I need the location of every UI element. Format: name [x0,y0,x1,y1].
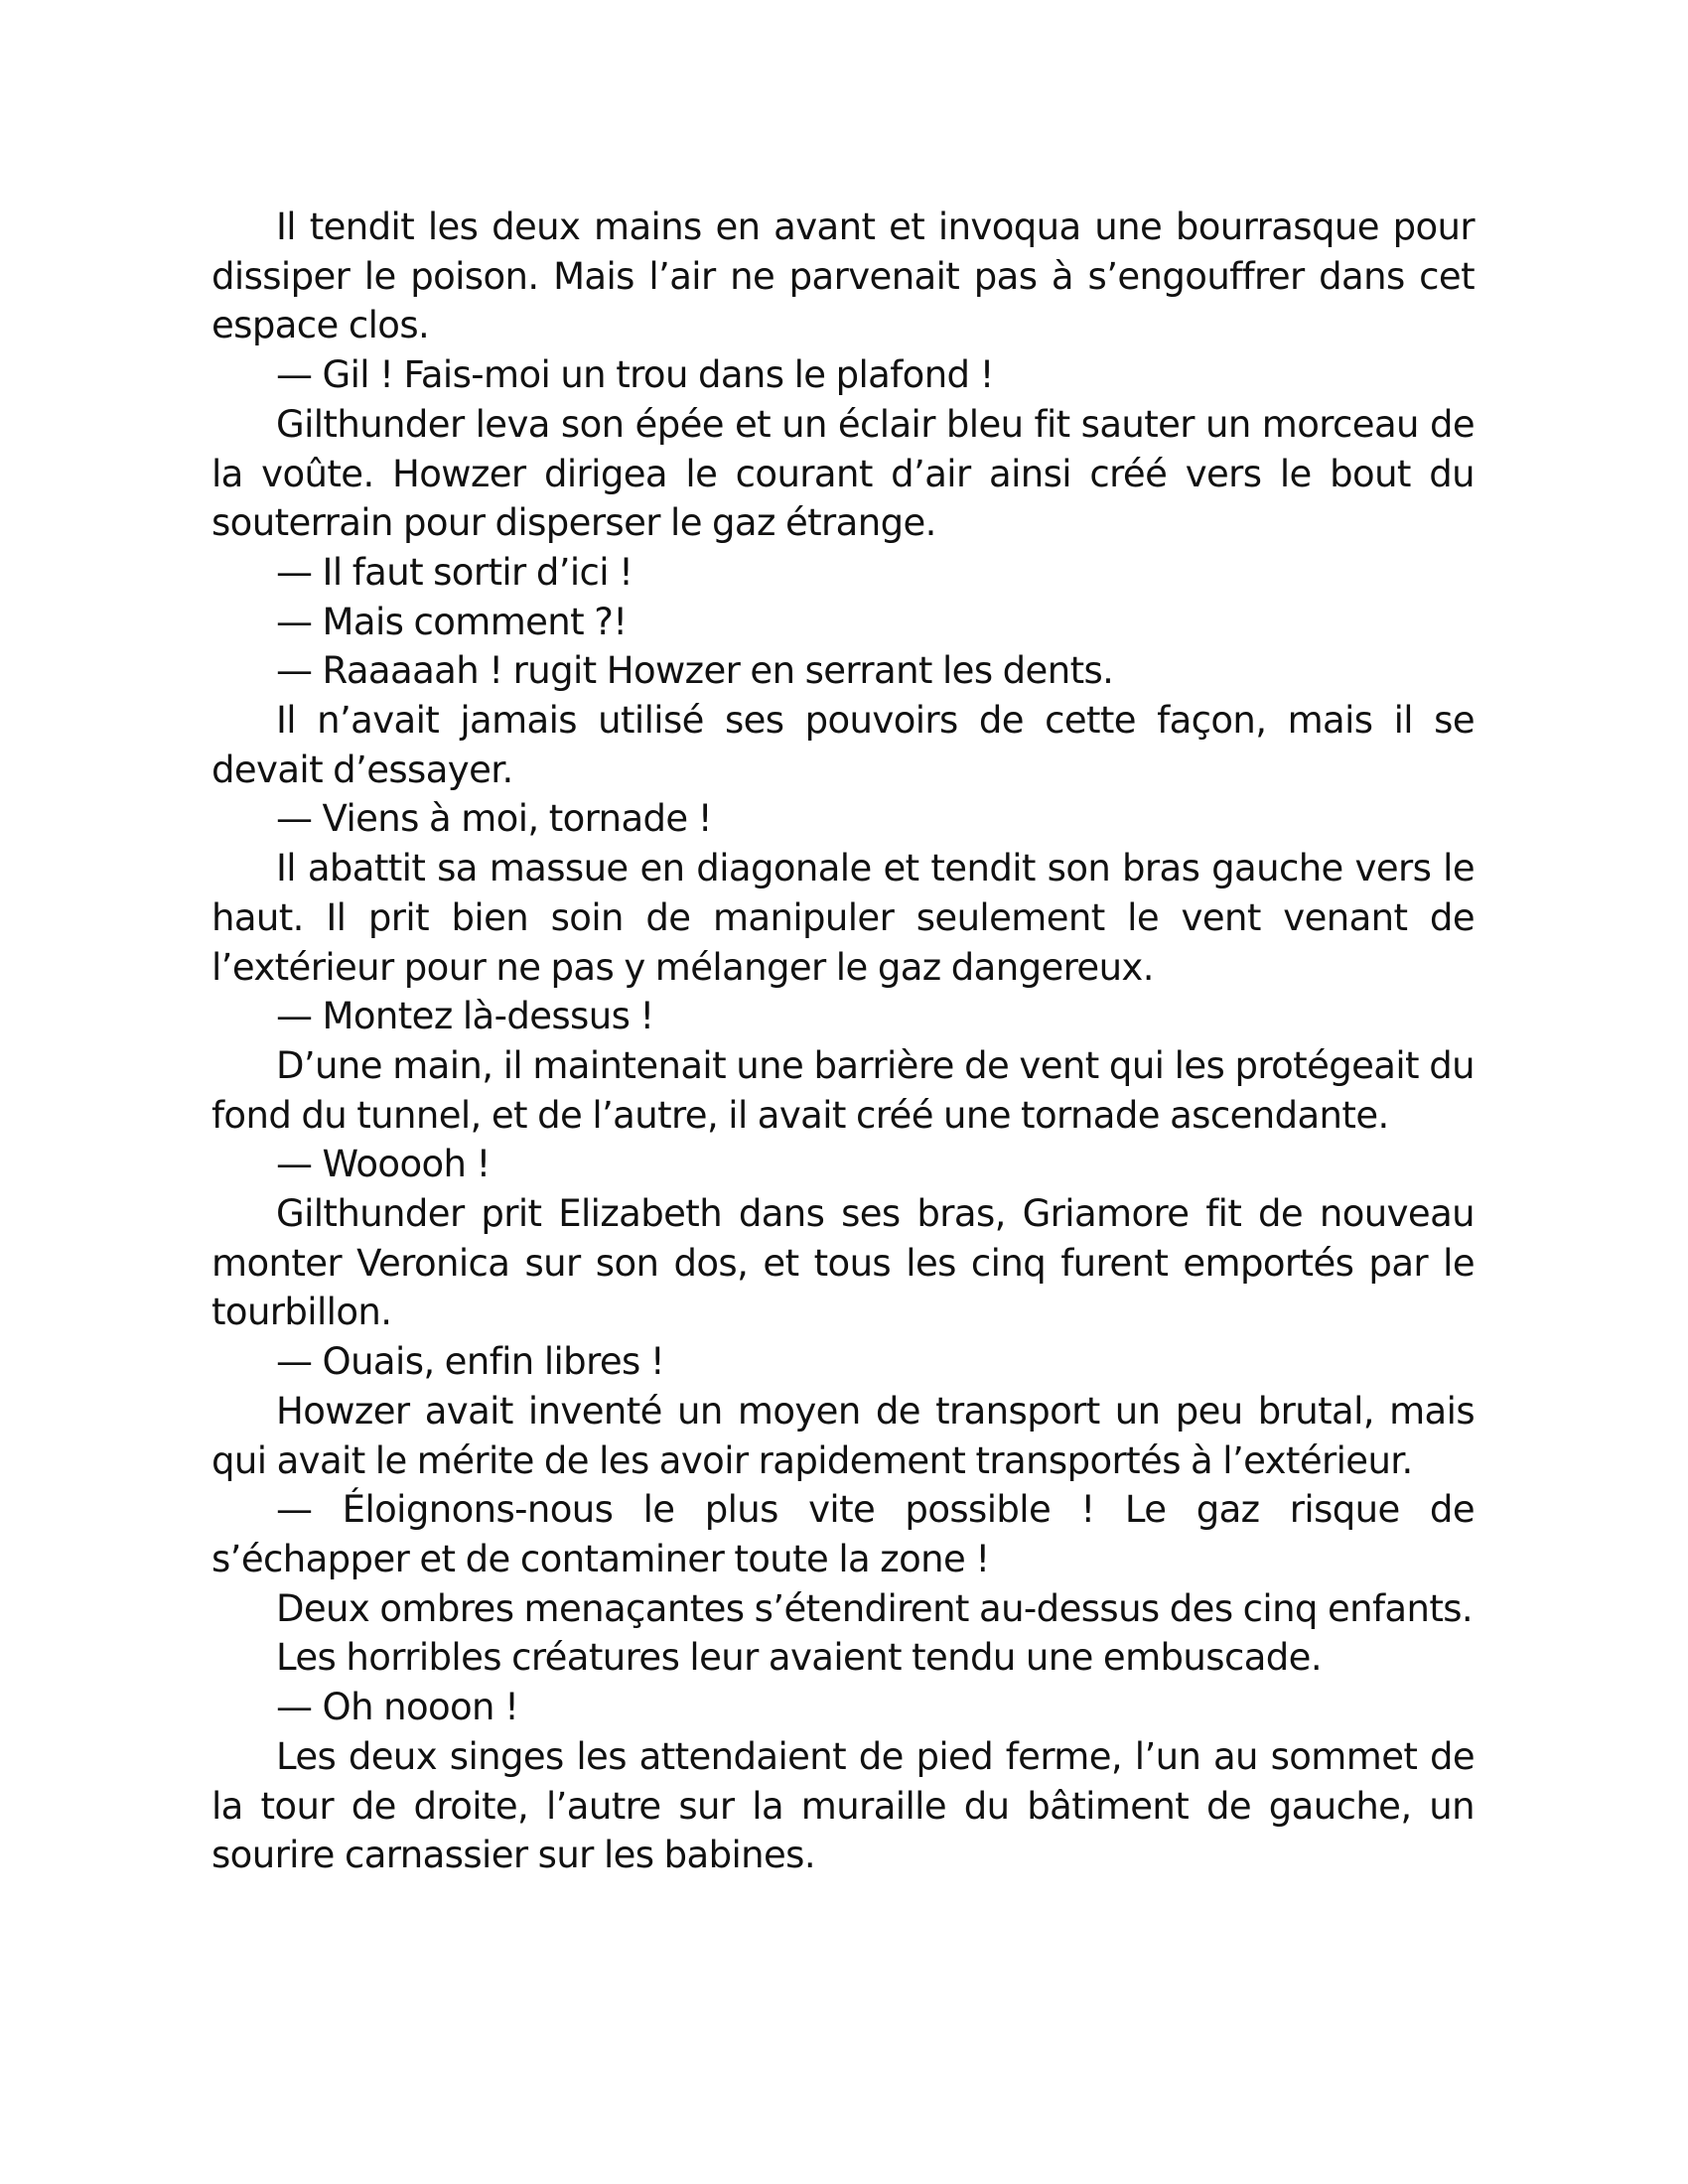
dialogue-line: — Éloignons-nous le plus vite possible ! Le gaz risque de s’échapper et de contaminer toute la zone ! [211,1488,1475,1580]
dialogue-line: — Gil ! Fais-moi un trou dans le plafond ! [276,353,994,397]
paragraph: Il tendit les deux mains en avant et invoqua une bourrasque pour dissiper le poison. Mais l’air ne parvenait pas à s’engouffrer dans cet espace clos. [211,205,1475,347]
dialogue-line: — Oh nooon ! [276,1686,519,1729]
dialogue-line: — Ouais, enfin libres ! [276,1340,665,1384]
paragraph: D’une main, il maintenait une barrière de vent qui les protégeait du fond du tunnel, et de l’autre, il avait créé une tornade ascendante. [211,1043,1475,1137]
document-page [211,203,1475,1880]
paragraph: Les deux singes les attendaient de pied ferme, l’un au sommet de la tour de droite, l’autre sur la muraille du bâtiment de gauche, un sourire carnassier sur les babines. [211,1734,1475,1877]
dialogue-line: — Wooooh ! [276,1143,491,1186]
paragraph: Les horribles créatures leur avaient tendu une embuscade. [276,1636,1322,1680]
paragraph: Gilthunder prit Elizabeth dans ses bras, Griamore fit de nouveau monter Veronica sur son dos, et tous les cinq furent emportés par le tourbillon. [211,1192,1475,1334]
dialogue-line: — Viens à moi, tornade ! [276,797,712,841]
paragraph: Il n’avait jamais utilisé ses pouvoirs de cette façon, mais il se devait d’essayer. [211,699,1475,791]
dialogue-line: — Montez là-dessus ! [276,995,654,1038]
paragraph: Gilthunder leva son épée et un éclair bleu fit sauter un morceau de la voûte. Howzer dirigea le courant d’air ainsi créé vers le bout du souterrain pour disperser le gaz étrange. [211,402,1475,545]
paragraph: Deux ombres menaçantes s’étendirent au-dessus des cinq enfants. [276,1586,1474,1630]
paragraph: Il abattit sa massue en diagonale et tendit son bras gauche vers le haut. Il prit bien soin de manipuler seulement le vent venant de l’extérieur pour ne pas y mélanger le gaz dangereux. [211,847,1475,989]
dialogue-line: — Raaaaah ! rugit Howzer en serrant les dents. [276,649,1114,693]
paragraph: Howzer avait inventé un moyen de transport un peu brutal, mais qui avait le mérite de les avoir rapidement transportés à l’extérieur. [211,1389,1475,1482]
dialogue-line: — Mais comment ?! [276,600,628,643]
dialogue-line: — Il faut sortir d’ici ! [276,550,633,594]
